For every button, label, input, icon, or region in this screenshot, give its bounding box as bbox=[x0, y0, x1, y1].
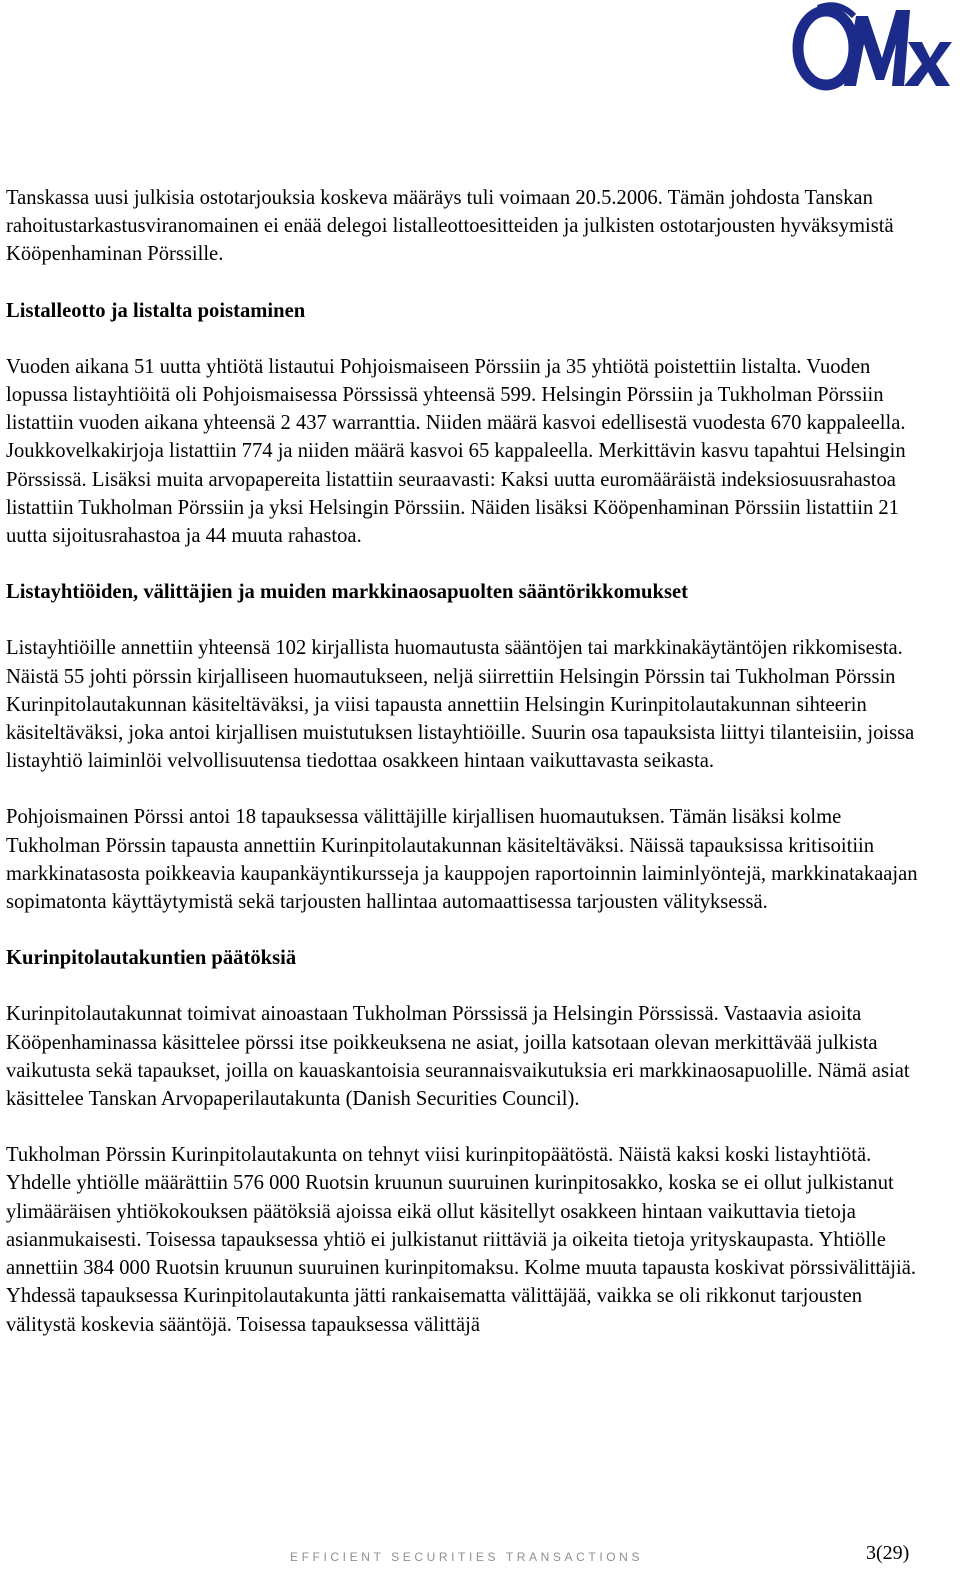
disciplinary-paragraph-2: Tukholman Pörssin Kurinpitolautakunta on tehnyt viisi kurinpitopäätöstä. Näistä kaksi koski listayhtiötä. Yhdelle yhtiölle määrättiin 576 000 Ruotsin kruunun suuruinen kurinpitosakko, koska se ei ollut julkistanut ylimääräisen yhtiökokouksen päätöksiä ajoissa eikä ollut käsitellyt osakkeen hintaan vaikuttavia tietoja asianmukaisesti. Toisessa tapauksessa yhtiö ei julkistanut riittäviä ja oikeita tietoja yrityskaupasta. Yhtiölle annettiin 384 000 Ruotsin kruunun suuruinen kurinpitomaksu. Kolme muuta tapausta koskivat pörssivälittäjiä. Yhdessä tapauksessa Kurinpitolautakunta jätti rankaisematta välittäjää, vaikka se oli rikkonut tarjousten välitystä koskevia sääntöjä. Toisessa tapauksessa välittäjä bbox=[6, 1144, 917, 1336]
violations-paragraph-1: Listayhtiöille annettiin yhteensä 102 kirjallista huomautusta sääntöjen tai markkinakäytäntöjen rikkomisesta. Näistä 55 johti pörssin kirjalliseen huomautukseen, neljä siirrettiin Helsingin Pörssin tai Tukholman Pörssin Kurinpitolautakunnan käsiteltäväksi, ja viisi tapausta annettiin Helsingin Kurinpitolautakunnan sihteerin käsiteltäväksi, joka antoi kirjallisen muistutuksen listayhtiöille. Suurin osa tapauksista liittyi tilanteisiin, joissa listayhtiö laiminlöi velvollisuutensa tiedottaa osakkeen hintaan vaikuttavasta seikasta. bbox=[6, 637, 915, 773]
omx-logo bbox=[792, 2, 952, 94]
document-body bbox=[6, 184, 936, 1339]
listing-paragraph: Vuoden aikana 51 uutta yhtiötä listautui Pohjoismaiseen Pörssiin ja 35 yhtiötä poistettiin listalta. Vuoden lopussa listayhtiöitä oli Pohjoismaisessa Pörssissä yhteensä 599. Helsingin Pörssiin ja Tukholman Pörssiin listattiin vuoden aikana yhteensä 2 437 warranttia. Niiden määrä kasvoi edellisestä vuodesta 670 kappaleella. Joukkovelkakirjoja listattiin 774 ja niiden määrä kasvoi 65 kappaleella. Merkittävin kasvu tapahtui Helsingin Pörssissä. Lisäksi muita arvopapereita listattiin seuraavasti: Kaksi uutta euromääräistä indeksiosuusrahastoa listattiin Tukholman Pörssiin ja yksi Helsingin Pörssiin. Näiden lisäksi Kööpenhaminan Pörssiin listattiin 21 uutta sijoitusrahastoa ja 44 muuta rahastoa. bbox=[6, 355, 906, 548]
section-heading-listing: Listalleotto ja listalta poistaminen bbox=[6, 299, 306, 322]
violations-paragraph-2: Pohjoismainen Pörssi antoi 18 tapauksessa välittäjille kirjallisen huomautuksen. Tämän lisäksi kolme Tukholman Pörssin tapausta annettiin Kurinpitolautakunnan käsiteltäväksi. Näissä tapauksissa kritisoitiin markkinatasosta poikkeavia kaupankäyntikursseja ja kauppojen raportoinnin laiminlyöntejä, markkinatakaajan sopimatonta käyttäytymistä sekä tarjousten hallintaa automaattisessa tarjousten välityksessä. bbox=[6, 806, 918, 914]
intro-paragraph: Tanskassa uusi julkisia ostotarjouksia koskeva määräys tuli voimaan 20.5.2006. Tämän johdosta Tanskan rahoitustarkastusviranomainen ei enää delegoi listalleottoesitteiden ja julkisten ostotarjousten hyväksymistä Kööpenhaminan Pörssille. bbox=[6, 187, 894, 266]
footer-tagline: EFFICIENT SECURITIES TRANSACTIONS bbox=[290, 1550, 644, 1564]
page-number: 3(29) bbox=[866, 1542, 910, 1564]
section-heading-disciplinary: Kurinpitolautakuntien päätöksiä bbox=[6, 947, 297, 970]
section-heading-violations: Listayhtiöiden, välittäjien ja muiden markkinaosapuolten sääntörikkomukset bbox=[6, 581, 688, 604]
disciplinary-paragraph-1: Kurinpitolautakunnat toimivat ainoastaan Tukholman Pörssissä ja Helsingin Pörssissä. Vastaavia asioita Kööpenhaminassa käsittelee pörssi itse poikkeuksena ne asiat, joilla katsotaan olevan merkittävää julkista vaikutusta sekä tapaukset, joilla on kauaskantoisia seurannaisvaikutuksia eri markkinaosapuolille. Nämä asiat käsittelee Tanskan Arvopaperilautakunta (Danish Securities Council). bbox=[6, 1003, 910, 1111]
